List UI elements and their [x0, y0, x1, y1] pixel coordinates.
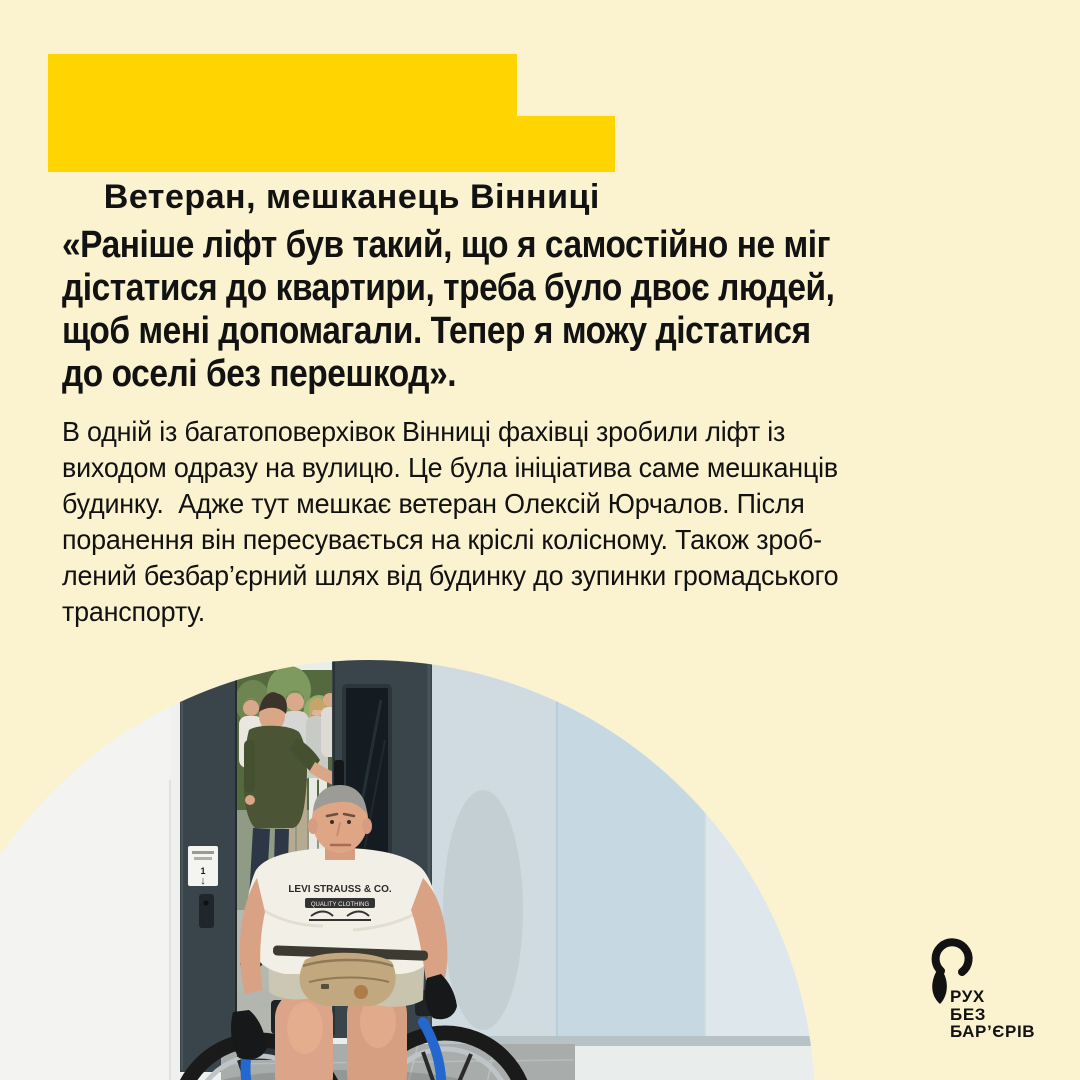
body-line: транспорту.	[62, 596, 206, 627]
logo-line: БАР’ЄРІВ	[950, 1022, 1036, 1041]
person-role: Ветеран, мешканець Вінниці	[103, 178, 600, 216]
person-role-highlight	[48, 116, 615, 216]
body-text	[62, 414, 871, 630]
quote-line: «Раніше ліфт був такий, що я самостійно не міг	[62, 224, 831, 266]
down-arrow-icon: ↓	[200, 875, 206, 887]
corridor-right-walls	[432, 660, 815, 1046]
quote-line: до оселі без перешкод».	[62, 353, 457, 395]
body-line: будинку. Адже тут мешкає ветеран Олексій Юрчалов. Після	[62, 488, 805, 519]
pull-quote	[62, 224, 940, 396]
body-line: поранення він пересувається на кріслі колісному. Також зроб-	[62, 524, 822, 555]
logo-wordmark	[950, 988, 1035, 1041]
svg-text:QUALITY CLOTHING: QUALITY CLOTHING	[310, 902, 370, 908]
logo-line: БЕЗ	[950, 1004, 987, 1024]
rukh-bez-barieriv-logo	[928, 936, 1068, 1056]
sign-number: 1	[200, 866, 206, 876]
person-name-highlight	[48, 54, 517, 116]
logo-line: РУХ	[950, 987, 985, 1006]
svg-text:LEVI STRAUSS & CO.: LEVI STRAUSS & CO.	[288, 884, 392, 895]
fanny-pack	[300, 953, 396, 1006]
body-line: виходом одразу на вулицю. Це була ініціатива саме мешканців	[62, 452, 838, 483]
quote-line: щоб мені допомагали. Тепер я можу дістатися	[62, 310, 811, 352]
key-lock-plate	[199, 894, 214, 928]
photo-illustration	[0, 660, 815, 1080]
photo-arch	[0, 660, 815, 1080]
body-line: В одній із багатоповерхівок Вінниці фахівці зробили ліфт із	[62, 416, 786, 447]
body-line: лений безбар’єрний шлях від будинку до зупинки громадського	[62, 560, 839, 591]
quote-line: дістатися до квартири, треба було двоє людей,	[62, 267, 835, 309]
